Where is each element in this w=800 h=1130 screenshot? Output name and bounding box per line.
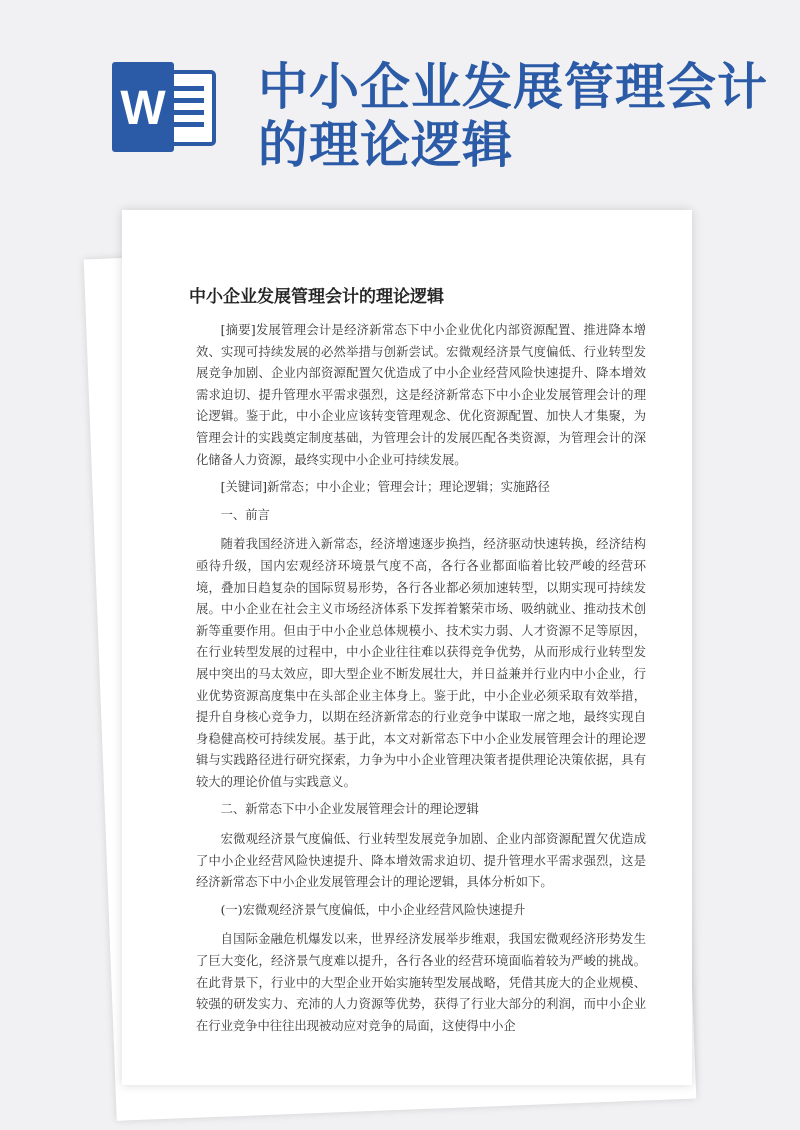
keywords-paragraph: [关键词]新常态；中小企业；管理会计；理论逻辑；实施路径: [220, 480, 550, 495]
subsection-heading: (一)宏微观经济景气度偏低，中小企业经营风险快速提升: [220, 902, 526, 917]
document-page: [122, 210, 692, 1085]
body-paragraph: 自国际金融危机爆发以来，世界经济发展举步维艰，我国宏微观经济形势发生了巨大变化，经济景气度难以提升，各行各业的经营环境面临着较为严峻的挑战。在此背景下，行业中的大型企业开始实施转型发展战略，凭借其庞大的企业规模、较强的研发实力、充沛的人力资源等优势，获得了行业大部分的利润，而中小企业在行业竞争中往往出现被动应对竞争的局面，这使得中小企: [196, 932, 646, 1033]
page-title: 中小企业发展管理会计的理论逻辑: [258, 58, 768, 174]
section-heading: 一、前言: [220, 507, 270, 522]
page-header: [0, 0, 800, 210]
abstract-paragraph: [摘要]发展管理会计是经济新常态下中小企业优化内部资源配置、推进降本增效、实现可持续发展的必然举措与创新尝试。宏微观经济景气度偏低、行业转型发展竞争加剧、企业内部资源配置欠优造成了中小企业经营风险快速提升、降本增效需求迫切、提升管理水平需求强烈，这是经济新常态下中小企业发展管理会计的理论逻辑。鉴于此，中小企业应该转变管理观念、优化资源配置、加快人才集聚，为管理会计的实践奠定制度基础，为管理会计的发展匹配各类资源，为管理会计的深化储备人力资源，最终实现中小企业可持续发展。: [196, 323, 646, 467]
document-title: 中小企业发展管理会计的理论逻辑: [189, 287, 444, 307]
document-body: [196, 320, 646, 1043]
body-paragraph: 随着我国经济进入新常态，经济增速逐步换挡，经济驱动快速转换，经济结构亟待升级，国内宏观经济环境景气度不高，各行各业都面临着比较严峻的经营环境，叠加日趋复杂的国际贸易形势，各行各业都必须加速转型，以期实现可持续发展。中小企业在社会主义市场经济体系下发挥着繁荣市场、吸纳就业、推动技术创新等重要作用。但由于中小企业总体规模小、技术实力弱、人才资源不足等原因，在行业转型发展的过程中，中小企业往往难以获得竞争优势，从而形成行业转型发展中突出的马太效应，即大型企业不断发展壮大，并日益兼并行业内中小企业，行业优势资源高度集中在头部企业主体身上。鉴于此，中小企业必须采取有效举措，提升自身核心竞争力，以期在经济新常态的行业竞争中谋取一席之地，最终实现自身稳健高校可持续发展。基于此，本文对新常态下中小企业发展管理会计的理论逻辑与实践路径进行研究探索，力争为中小企业管理决策者提供理论决策依据，具有较大的理论价值与实践意义。: [196, 537, 646, 789]
word-icon-letter: W: [120, 82, 166, 135]
section-heading: 二、新常态下中小企业发展管理会计的理论逻辑: [220, 802, 479, 817]
body-paragraph: 宏微观经济景气度偏低、行业转型发展竞争加剧、企业内部资源配置欠优造成了中小企业经营风险快速提升、降本增效需求迫切、提升管理水平需求强烈，这是经济新常态下中小企业发展管理会计的理论逻辑，具体分析如下。: [196, 832, 646, 890]
word-icon: [112, 62, 222, 152]
